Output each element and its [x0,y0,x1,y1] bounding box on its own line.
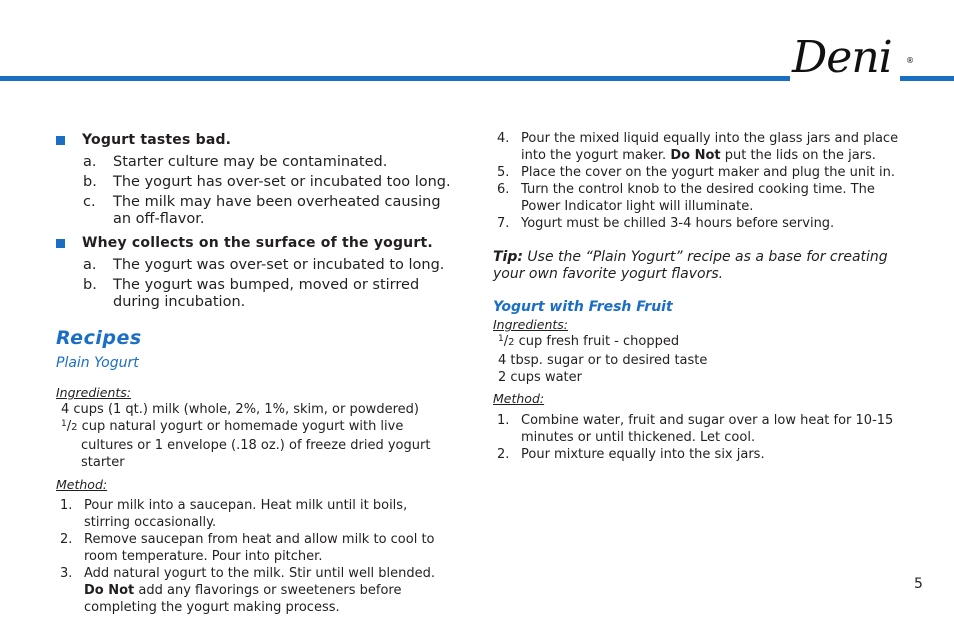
square-bullet-icon [56,136,65,145]
square-bullet-icon [56,239,65,248]
ingredient-line: 2 cups water [498,370,582,385]
fruit-yogurt-title: Yogurt with Fresh Fruit [493,299,673,315]
logo-wordmark: Deni [792,32,892,83]
ingredient-line: 4 tbsp. sugar or to desired taste [498,353,708,368]
trouble-heading-2: Whey collects on the surface of the yogurt. [56,233,456,253]
fruit-method-list [493,412,913,463]
registered-mark: ® [906,56,914,65]
method-step: 3. Add natural yogurt to the milk. Stir until well blended. Do Not add any flavorings or sweeteners before completing the yogurt making process. [60,566,436,615]
brand-logo [786,28,936,94]
right-column [493,130,913,463]
left-column [56,130,456,616]
trouble-item: a. The yogurt was over-set or incubated to long. [83,257,445,273]
method-step: 2. Remove saucepan from heat and allow milk to cool to room temperature. Pour into pitcher. [60,532,435,564]
header-rule [0,76,790,81]
method-step: 6. Turn the control knob to the desired cooking time. The Power Indicator light will illuminate. [497,182,875,214]
method-step: 1. Combine water, fruit and sugar over a low heat for 10-15 minutes or until thickened. Let cool. [497,413,894,445]
ingredients-label: Ingredients: [56,385,132,400]
method-step: 2. Pour mixture equally into the six jars. [497,447,765,462]
tip-paragraph: Tip: Use the “Plain Yogurt” recipe as a base for creating your own favorite yogurt flavors. [493,249,888,282]
method-step: 5. Place the cover on the yogurt maker and plug the unit in. [497,165,895,180]
method-step: 1. Pour milk into a saucepan. Heat milk until it boils, stirring occasionally. [60,498,408,530]
ingredient-line: $^1$/2 cup natural yogurt or homemade yogurt with live cultures or 1 envelope (.18 oz.) of freeze dried yogurt starter [61,419,431,470]
method-step: 4. Pour the mixed liquid equally into the glass jars and place into the yogurt maker. Do Not put the lids on the jars. [497,131,899,163]
page-number: 5 [914,576,923,592]
trouble-item: b. The yogurt was bumped, moved or stirred during incubation. [83,277,420,310]
method-list [56,497,456,616]
ingredient-line: $^1$/2 cup fresh fruit - chopped [498,334,680,349]
trouble-heading-1: Yogurt tastes bad. [56,130,456,150]
method-label: Method: [56,477,108,492]
method-step: 7. Yogurt must be chilled 3-4 hours before serving. [497,216,835,231]
method-list-continued [493,130,913,232]
trouble-item: b. The yogurt has over-set or incubated too long. [83,174,451,190]
recipes-heading: Recipes [56,327,142,349]
method-label: Method: [493,391,545,406]
trouble-item: a. Starter culture may be contaminated. [83,154,388,170]
trouble-item: c. The milk may have been overheated causing an off-flavor. [83,194,441,227]
ingredient-line: 4 cups (1 qt.) milk (whole, 2%, 1%, skim, or powdered) [61,402,419,417]
ingredients-label: Ingredients: [493,317,569,332]
plain-yogurt-title: Plain Yogurt [56,355,139,371]
